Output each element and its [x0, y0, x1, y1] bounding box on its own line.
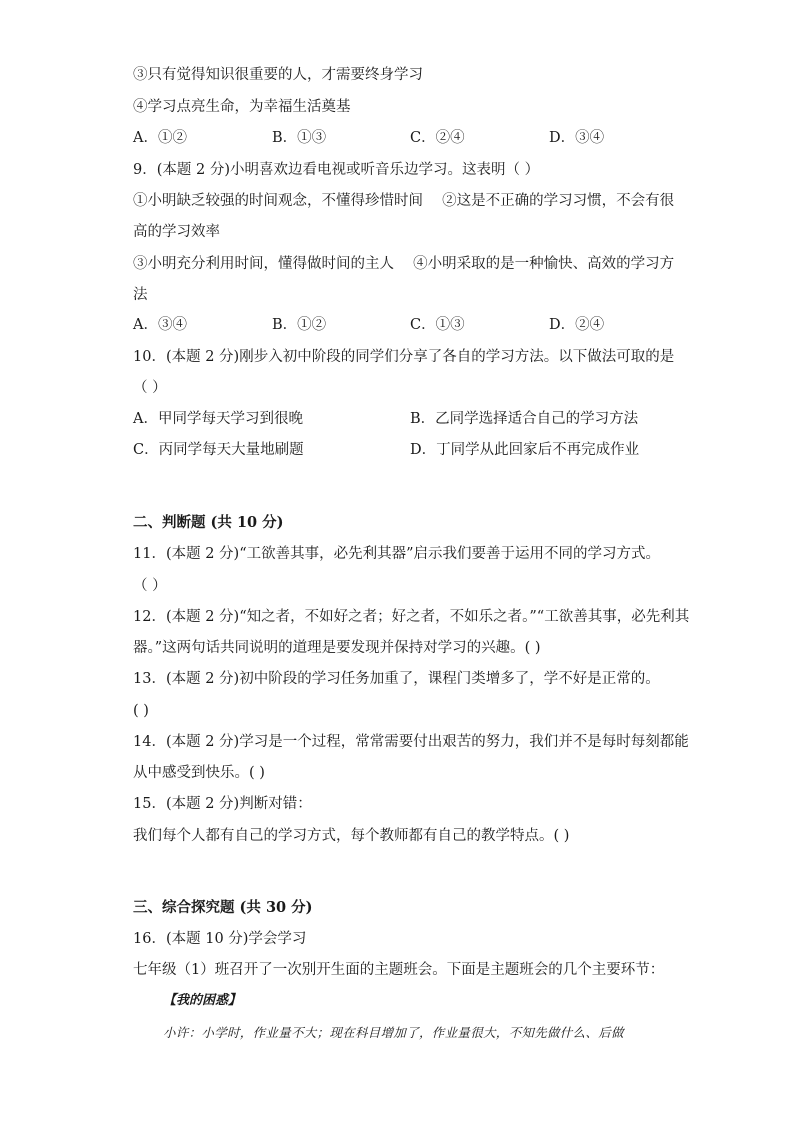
q8-option-a: A．①② — [133, 130, 187, 146]
q10-option-d: D．丁同学从此回家后不再完成作业 — [410, 442, 640, 458]
q10-stem: 10．(本题 2 分)刚步入初中阶段的同学们分享了各自的学习方法。以下做法可取的是 — [133, 349, 675, 365]
q10-option-c: C．丙同学每天大量地刷题 — [133, 442, 304, 458]
material-heading: 【我的困惑】 — [163, 993, 242, 1008]
q10-option-a: A．甲同学每天学习到很晚 — [133, 411, 303, 427]
material-text: 小许：小学时，作业量不大；现在科目增加了，作业量很大，不知先做什么、后做 — [163, 1025, 624, 1040]
q15-statement: 我们每个人都有自己的学习方式，每个教师都有自己的教学特点。( ) — [133, 828, 570, 844]
q8-option-b: B．①③ — [272, 130, 327, 146]
q9-option-b: B．①② — [272, 317, 327, 333]
q9-statement-line-2: 高的学习效率 — [133, 224, 220, 240]
q12-text-line-2: 器。”这两句话共同说明的道理是要发现并保持对学习的兴趣。( ) — [133, 640, 541, 656]
q15-text: 15．(本题 2 分)判断对错： — [133, 796, 312, 812]
q14-text: 14．(本题 2 分)学习是一个过程，常常需要付出艰苦的努力，我们并不是每时每刻都能 — [133, 734, 689, 750]
q11-text: 11．(本题 2 分)“工欲善其事，必先利其器”启示我们要善于运用不同的学习方式。 — [133, 546, 661, 562]
q8-option-d: D．③④ — [549, 130, 605, 146]
q10-option-b: B．乙同学选择适合自己的学习方法 — [410, 411, 639, 427]
section-2-heading: 二、判断题 (共 10 分) — [133, 514, 284, 531]
q11-blank: （ ） — [133, 578, 167, 594]
q12-text: 12．(本题 2 分)“知之者，不如好之者；好之者，不如乐之者。”“工欲善其事，必先利其 — [133, 609, 690, 625]
q9-option-a: A．③④ — [133, 317, 187, 333]
q9-statement-line-3: ③小明充分利用时间，懂得做时间的主人 ④小明采取的是一种愉快、高效的学习方 — [133, 256, 675, 272]
q13-blank: ( ) — [133, 703, 149, 719]
section-3-heading: 三、综合探究题 (共 30 分) — [133, 899, 313, 916]
q14-text-line-2: 从中感受到快乐。( ) — [133, 765, 265, 781]
q9-statement-line-1: ①小明缺乏较强的时间观念，不懂得珍惜时间 ②这是不正确的学习习惯，不会有很 — [133, 193, 675, 209]
q8-statement-4: ④学习点亮生命，为幸福生活奠基 — [133, 99, 351, 115]
q8-option-c: C．②④ — [410, 130, 465, 146]
q10-stem-blank: （ ） — [133, 380, 167, 396]
q9-statement-line-4: 法 — [133, 287, 148, 303]
q8-statement-3: ③只有觉得知识很重要的人，才需要终身学习 — [133, 67, 423, 83]
q16-intro: 七年级（1）班召开了一次别开生面的主题班会。下面是主题班会的几个主要环节： — [133, 962, 665, 978]
q13-text: 13．(本题 2 分)初中阶段的学习任务加重了，课程门类增多了，学不好是正常的。 — [133, 671, 660, 687]
q16-text: 16．(本题 10 分)学会学习 — [133, 931, 307, 947]
q9-stem: 9．(本题 2 分)小明喜欢边看电视或听音乐边学习。这表明（ ） — [133, 162, 540, 178]
q9-option-d: D．②④ — [549, 317, 605, 333]
q9-option-c: C．①③ — [410, 317, 465, 333]
